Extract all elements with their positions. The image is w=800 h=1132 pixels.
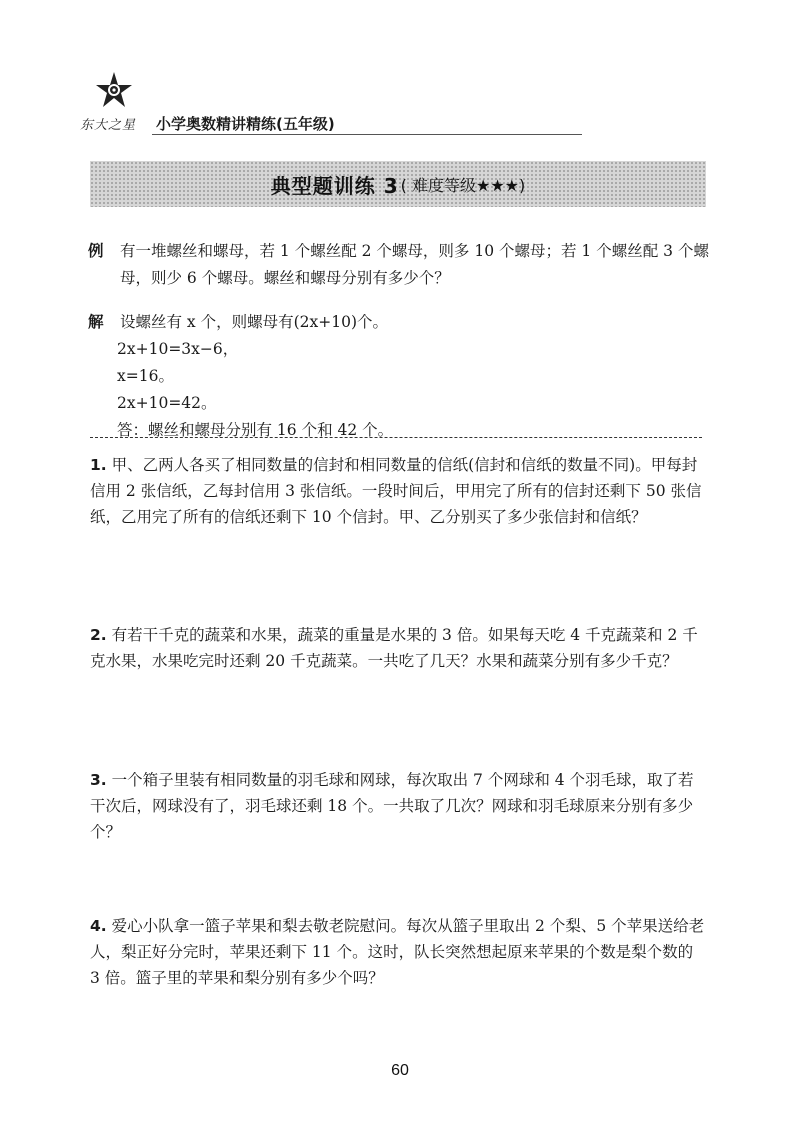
problem-item — [90, 622, 706, 674]
page-number: 60 — [391, 1062, 409, 1079]
solution-answer: 答：螺丝和螺母分别有 16 个和 42 个。 — [117, 421, 394, 439]
star-logo-icon — [92, 70, 136, 110]
problem-text: 有若干千克的蔬菜和水果，蔬菜的重量是水果的 3 倍。如果每天吃 4 千克蔬菜和 2 千克水果，水果吃完时还剩 20 千克蔬菜。一共吃了几天？水果和蔬菜分别有多少千克？ — [90, 626, 698, 670]
section-title: 典型题训练 3 — [270, 173, 399, 198]
header-divider — [152, 134, 582, 135]
example-label: 例 — [88, 242, 104, 260]
solution-line: 2x+10=42。 — [117, 394, 217, 412]
problem-text: 一个箱子里装有相同数量的羽毛球和网球，每次取出 7 个网球和 4 个羽毛球，取了若干次后，网球没有了，羽毛球还剩 18 个。一共取了几次？网球和羽毛球原来分别有多少个？ — [90, 771, 694, 841]
problem-item — [90, 452, 706, 530]
dashed-divider — [90, 437, 702, 438]
solution-line: 2x+10=3x−6， — [117, 340, 239, 358]
example-block — [88, 238, 712, 292]
problem-item — [90, 767, 706, 845]
example-text: 有一堆螺丝和螺母，若 1 个螺丝配 2 个螺母，则多 10 个螺母；若 1 个螺丝配 3 个螺母，则少 6 个螺母。螺丝和螺母分别有多少个？ — [120, 242, 709, 287]
solution-block — [88, 309, 712, 444]
problem-text: 甲、乙两人各买了相同数量的信封和相同数量的信纸(信封和信纸的数量不同)。甲每封信用 2 张信纸，乙每封信用 3 张信纸。一段时间后，甲用完了所有的信封还剩下 50 张信纸，乙用完了所有的信纸还剩下 10 个信封。甲、乙分别买了多少张信封和信纸？ — [90, 456, 702, 526]
problem-number: 4. — [90, 917, 107, 935]
solution-line: 设螺丝有 x 个，则螺母有(2x+10)个。 — [120, 313, 389, 331]
problem-number: 3. — [90, 771, 107, 789]
problem-number: 1. — [90, 456, 107, 474]
page-header — [78, 70, 508, 136]
problem-number: 2. — [90, 626, 107, 644]
problem-item — [90, 913, 706, 991]
solution-label: 解 — [88, 313, 104, 331]
difficulty-label: ( 难度等级★★★) — [400, 175, 526, 195]
section-banner — [90, 161, 706, 207]
book-title: 小学奥数精讲精练(五年级) — [156, 115, 335, 133]
problem-text: 爱心小队拿一篮子苹果和梨去敬老院慰问。每次从篮子里取出 2 个梨、5 个苹果送给老人，梨正好分完时，苹果还剩下 11 个。这时，队长突然想起原来苹果的个数是梨个数的 3 倍。篮子里的苹果和梨分别有多少个吗？ — [90, 917, 705, 987]
solution-line: x=16。 — [117, 367, 174, 385]
logo-text: 东大之星 — [80, 118, 137, 133]
